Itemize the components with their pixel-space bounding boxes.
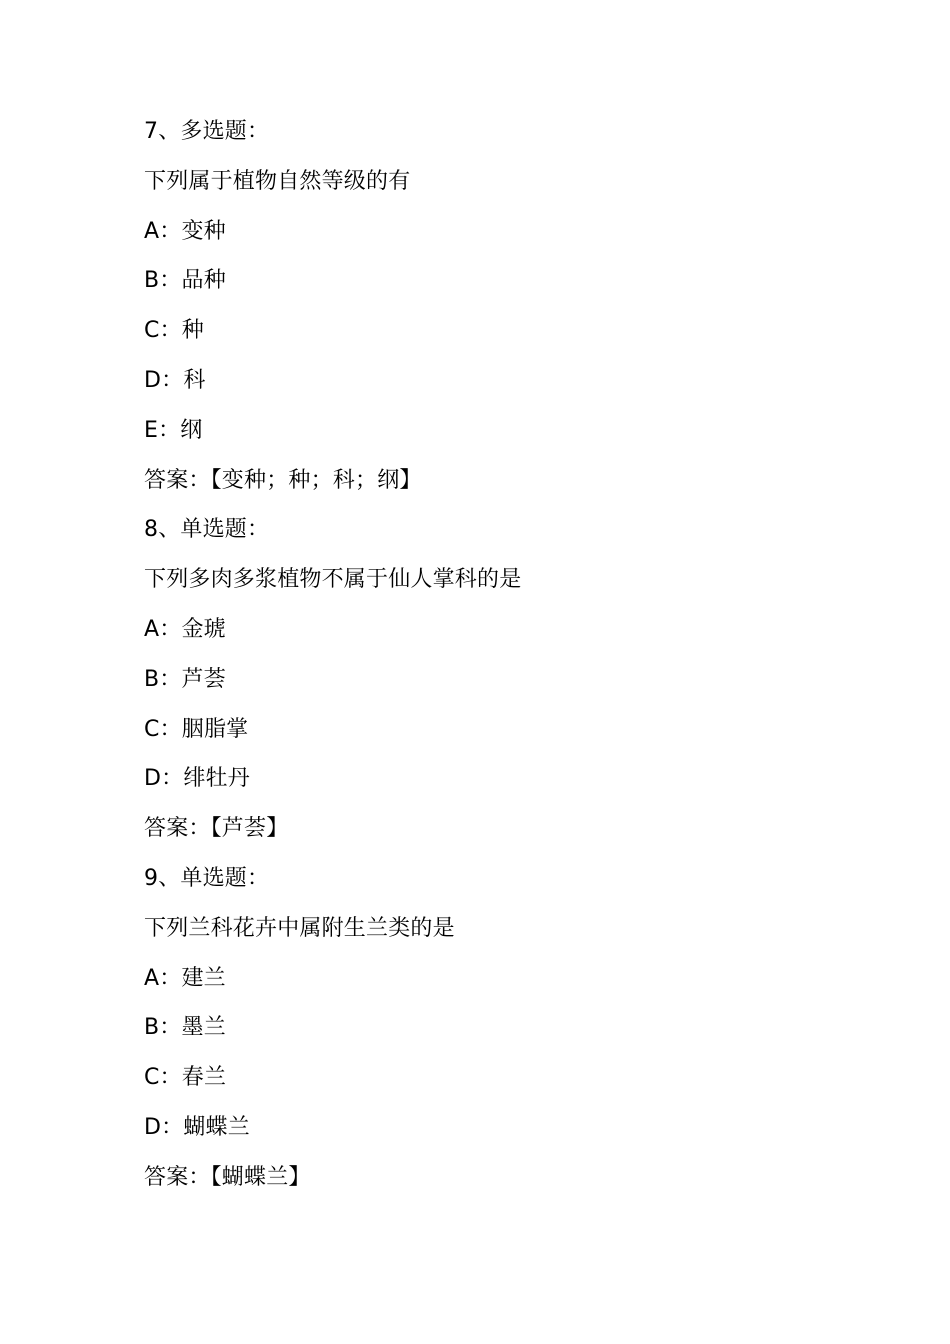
option-a: A：变种 (144, 218, 226, 244)
question-stem: 下列兰科花卉中属附生兰类的是 (144, 915, 455, 941)
answer-line: 答案：【蝴蝶兰】 (144, 1164, 311, 1190)
answer-line: 答案：【变种；种；科；纲】 (144, 467, 422, 493)
option-a: A：金琥 (144, 616, 226, 642)
option-b: B：芦荟 (144, 666, 226, 692)
option-c: C：种 (144, 318, 204, 344)
option-b: B：品种 (144, 268, 226, 294)
question-list (144, 107, 864, 1203)
option-a: A：建兰 (144, 965, 226, 991)
option-b: B：墨兰 (144, 1015, 226, 1041)
question-header: 9、单选题： (144, 865, 270, 891)
question-stem: 下列多肉多浆植物不属于仙人掌科的是 (144, 567, 522, 593)
option-c: C：胭脂掌 (144, 716, 249, 742)
option-d: D：蝴蝶兰 (144, 1114, 250, 1140)
option-d: D：绯牡丹 (144, 766, 250, 792)
question-stem: 下列属于植物自然等级的有 (144, 168, 411, 194)
option-d: D：科 (144, 367, 206, 393)
option-e: E：纲 (144, 417, 203, 443)
answer-line: 答案：【芦荟】 (144, 816, 289, 842)
option-c: C：春兰 (144, 1065, 227, 1091)
question-header: 7、多选题： (144, 119, 270, 144)
question-header: 8、单选题： (144, 517, 270, 543)
